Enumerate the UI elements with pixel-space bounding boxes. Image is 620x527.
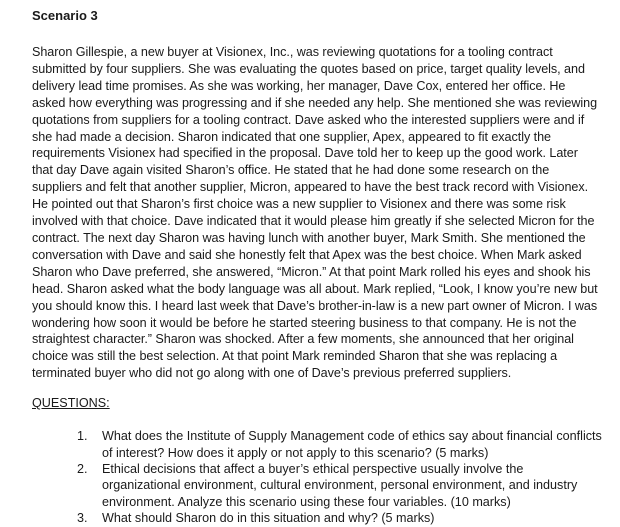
scenario-title: Scenario 3 (32, 8, 98, 23)
questions-list (32, 428, 604, 526)
questions-heading: QUESTIONS: (32, 396, 110, 411)
question-text: What does the Institute of Supply Management code of ethics say about financial conflicts of interest? How does it apply or not apply to this scenario? (5 marks) (102, 429, 602, 460)
question-text: What should Sharon do in this situation and why? (5 marks) (102, 511, 435, 526)
question-number: 1. (77, 429, 88, 444)
question-item (77, 461, 604, 510)
scenario-paragraph: Sharon Gillespie, a new buyer at Visionex, Inc., was reviewing quotations for a tooling contract submitted by four suppliers. She was evaluating the quotes based on price, target quality levels, and delivery lead time promises. As she was working, her manager, Dave Cox, entered her office. He asked how everything was progressing and if she needed any help. She mentioned she was reviewing quotations from suppliers for a tooling contract. Dave asked who the interested suppliers were and if she had made a decision. Sharon indicated that one supplier, Apex, appeared to fit exactly the requirements Visionex had specified in the proposal. Dave told her to keep up the good work. Later that day Dave again visited Sharon’s office. He stated that he had done some research on the suppliers and felt that another supplier, Micron, appeared to have the best track record with Visionex. He pointed out that Sharon’s first choice was a new supplier to Visionex and there was some risk involved with that choice. Dave indicated that it would please him greatly if she selected Micron for the contract. The next day Sharon was having lunch with another buyer, Mark Smith. She mentioned the conversation with Dave and said she honestly felt that Apex was the best choice. When Mark asked Sharon who Dave preferred, she answered, “Micron.” At that point Mark rolled his eyes and shook his head. Sharon asked what the body language was all about. Mark replied, “Look, I know you’re new but you should know this. I heard last week that Dave’s brother-in-law is a new part owner of Micron. I was wondering how soon it would be before he started steering business to that company. He is not the straightest character.” Sharon was shocked. After a few moments, she announced that her original choice was still the best selection. At that point Mark reminded Sharon that she was replacing a terminated buyer who did not go along with one of Dave’s previous preferred suppliers. (32, 45, 598, 381)
question-number: 2. (77, 461, 88, 476)
question-item (77, 428, 604, 461)
question-number: 3. (77, 511, 88, 526)
question-text: Ethical decisions that affect a buyer’s ethical perspective usually involve the organizational environment, cultural environment, personal environment, and industry environment. Analyze this scenario using these four variables. (10 marks) (102, 461, 578, 509)
question-item (77, 510, 604, 526)
